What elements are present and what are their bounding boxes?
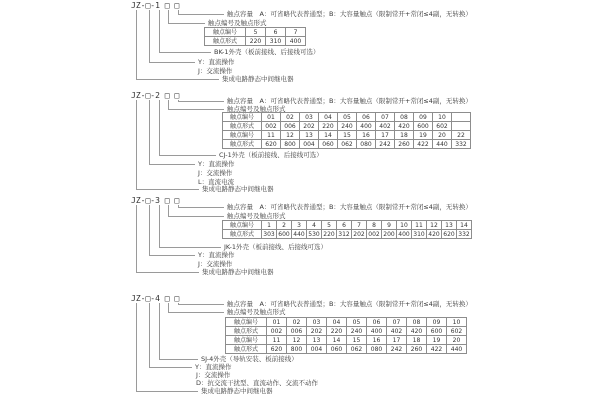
contact-table <box>222 220 472 239</box>
table-cell: 07 <box>387 318 407 327</box>
case-label: SJ-4外壳（导轨安装、板前接线） <box>201 355 298 363</box>
table-cell: 2 <box>277 221 292 230</box>
leader-line <box>159 303 160 359</box>
table-cell: 8 <box>367 221 382 230</box>
table-cell: 05 <box>347 318 367 327</box>
table-cell: 200 <box>383 230 395 238</box>
leader-line <box>168 205 169 216</box>
table-cell: 06 <box>367 318 387 327</box>
model-code: JZ-□-1 □ □ <box>131 1 180 10</box>
case-label: BK-1外壳（板前接线、后接线可选） <box>214 48 320 56</box>
table-cell: 7 <box>286 28 306 37</box>
table-cell: 312 <box>338 230 350 238</box>
table-cell: 触点形式 <box>226 345 267 354</box>
option-label: L：直流电流 <box>198 178 235 186</box>
table-cell: 620 <box>267 345 287 354</box>
leader-line <box>168 312 224 313</box>
table-cell <box>452 113 471 122</box>
table-cell: 22 <box>452 131 471 140</box>
series-label: 集成电路静态中间继电器 <box>202 185 274 193</box>
table-cell <box>452 122 471 131</box>
table-cell: 620 <box>262 140 281 149</box>
table-cell: 13 <box>442 221 457 230</box>
option-label: J：交流操作 <box>196 371 231 379</box>
option-label: J：交流操作 <box>198 67 233 75</box>
case-label: CJ-1外壳（板前接线、后接线可选） <box>219 151 323 159</box>
case-label: JK-1外壳（板前接线、后接线可选） <box>224 243 327 251</box>
table-cell: 242 <box>387 345 407 354</box>
table-cell: 002 <box>262 122 281 131</box>
table-cell: 002 <box>368 230 380 238</box>
table-cell: 15 <box>347 336 367 345</box>
table-cell: 03 <box>300 113 319 122</box>
table-cell: 332 <box>452 140 471 149</box>
table-cell: 19 <box>414 131 433 140</box>
table-cell: 11 <box>412 221 427 230</box>
leader-line <box>149 62 195 63</box>
table-cell: 07 <box>376 113 395 122</box>
table-cell: 602 <box>447 327 467 336</box>
leader-line <box>149 367 192 368</box>
table-cell: 202 <box>300 122 319 131</box>
table-cell: 01 <box>267 318 287 327</box>
table-row <box>226 345 467 354</box>
leader-line <box>168 10 169 23</box>
table-cell: 602 <box>433 122 452 131</box>
table-cell: 触点形式 <box>223 122 262 131</box>
table-cell: 7 <box>352 221 367 230</box>
leader-line <box>168 109 224 110</box>
table-cell: 18 <box>407 336 427 345</box>
table-cell: 10 <box>447 318 467 327</box>
table-cell: 240 <box>338 122 357 131</box>
table-cell: 6 <box>337 221 352 230</box>
capacity-label: 触点容量 A：可省略代表普通型；B：大容量触点（限制常开+常闭≤4副，无转换） <box>227 10 472 18</box>
contact-label: 触点编号及触点形式 <box>227 105 286 113</box>
table-cell: 13 <box>300 131 319 140</box>
table-cell: 260 <box>395 140 414 149</box>
leader-line <box>136 10 137 79</box>
series-label: 集成电路静态中间继电器 <box>222 75 294 83</box>
contact-table <box>204 27 306 46</box>
table-cell: 062 <box>338 140 357 149</box>
leader-line <box>159 247 221 248</box>
table-cell: 202 <box>307 327 327 336</box>
option-label: Y：直流操作 <box>198 160 235 168</box>
table-cell: 触点编号 <box>205 28 246 37</box>
leader-line <box>136 189 199 190</box>
table-cell: 9 <box>382 221 397 230</box>
leader-line <box>178 14 224 15</box>
option-label: J：交流操作 <box>198 169 233 177</box>
table-cell: 14 <box>327 336 347 345</box>
option-label: Y：直流操作 <box>198 58 235 66</box>
table-cell: 09 <box>414 113 433 122</box>
table-cell: 004 <box>300 140 319 149</box>
table-cell: 06 <box>357 113 376 122</box>
leader-line <box>159 359 198 360</box>
table-cell: 600 <box>414 122 433 131</box>
table-row <box>223 140 471 149</box>
table-cell: 400 <box>357 122 376 131</box>
table-cell: 600 <box>427 327 447 336</box>
table-cell: 260 <box>407 345 427 354</box>
table-cell: 062 <box>347 345 367 354</box>
contact-label: 触点编号及触点形式 <box>208 19 267 27</box>
table-cell: 600 <box>278 230 290 238</box>
leader-line <box>136 391 198 392</box>
table-cell: 20 <box>433 131 452 140</box>
option-label: D：抗交流干扰型、直流动作、交流不动作 <box>196 379 319 387</box>
table-cell: 触点形式 <box>226 327 267 336</box>
table-cell: 242 <box>376 140 395 149</box>
table-cell: 4 <box>307 221 322 230</box>
table-cell: 14 <box>319 131 338 140</box>
leader-line <box>168 23 205 24</box>
table-cell: 16 <box>367 336 387 345</box>
table-cell: 800 <box>287 345 307 354</box>
capacity-label: 触点容量 A：可省略代表普通型；B：大容量触点（限制常开+常闭≤4副，无转换） <box>227 97 472 105</box>
table-cell: 620 <box>443 230 455 238</box>
table-cell: 12 <box>281 131 300 140</box>
model-code: JZ-□-3 □ □ <box>131 196 180 205</box>
table-cell: 332 <box>458 230 470 238</box>
table-cell: 触点形式 <box>205 37 246 46</box>
leader-line <box>159 155 216 156</box>
table-cell: 09 <box>427 318 447 327</box>
table-cell: 5 <box>322 221 337 230</box>
table-cell: 触点编号 <box>223 131 262 140</box>
leader-line <box>149 164 195 165</box>
table-cell: 310 <box>266 37 286 46</box>
table-row <box>205 28 306 37</box>
leader-line <box>159 52 211 53</box>
table-cell: 002 <box>267 327 287 336</box>
table-cell: 3 <box>292 221 307 230</box>
leader-line <box>168 100 169 109</box>
leader-line <box>149 255 195 256</box>
table-cell: 03 <box>307 318 327 327</box>
table-cell: 303 <box>263 230 275 238</box>
table-cell: 20 <box>447 336 467 345</box>
capacity-label: 触点容量 A：可省略代表普通型；B：大容量触点（限制常开+常闭≤4副，无转换） <box>227 300 472 308</box>
leader-line <box>149 100 150 164</box>
table-cell: 08 <box>395 113 414 122</box>
table-cell: 800 <box>281 140 300 149</box>
table-cell: 19 <box>427 336 447 345</box>
table-cell: 17 <box>376 131 395 140</box>
leader-line <box>168 303 169 312</box>
table-cell: 触点形式 <box>223 140 262 149</box>
leader-line <box>136 79 219 80</box>
table-cell: 080 <box>367 345 387 354</box>
table-row <box>226 336 467 345</box>
table-cell: 420 <box>428 230 440 238</box>
table-cell: 10 <box>397 221 412 230</box>
table-cell: 310 <box>413 230 425 238</box>
table-cell: 440 <box>447 345 467 354</box>
model-code: JZ-□-4 □ □ <box>131 294 180 303</box>
table-cell: 触点形式 <box>223 230 262 239</box>
table-cell: 220 <box>323 230 335 238</box>
series-label: 集成电路静态中间继电器 <box>201 387 273 395</box>
table-cell: 04 <box>327 318 347 327</box>
table-row <box>223 230 472 239</box>
table-cell: 11 <box>267 336 287 345</box>
table-row <box>223 131 471 140</box>
leader-line <box>136 303 137 391</box>
leader-line <box>149 303 150 367</box>
option-label: Y：直流操作 <box>195 363 232 371</box>
table-cell: 006 <box>281 122 300 131</box>
table-cell: 15 <box>338 131 357 140</box>
table-cell: 6 <box>266 28 286 37</box>
leader-line <box>159 205 160 247</box>
leader-line <box>136 205 137 272</box>
table-cell: 10 <box>433 113 452 122</box>
table-cell: 1 <box>262 221 277 230</box>
leader-line <box>159 100 160 155</box>
table-cell: 5 <box>246 28 266 37</box>
table-cell: 02 <box>287 318 307 327</box>
table-cell: 04 <box>319 113 338 122</box>
table-cell: 400 <box>398 230 410 238</box>
table-cell: 530 <box>308 230 320 238</box>
leader-line <box>178 207 224 208</box>
table-cell: 440 <box>293 230 305 238</box>
table-cell: 400 <box>286 37 306 46</box>
table-cell: 触点编号 <box>226 336 267 345</box>
table-cell: 220 <box>327 327 347 336</box>
leader-line <box>149 10 150 62</box>
leader-line <box>178 101 224 102</box>
table-cell: 220 <box>246 37 266 46</box>
table-cell: 402 <box>376 122 395 131</box>
leader-line <box>136 100 137 189</box>
table-cell: 420 <box>407 327 427 336</box>
table-row <box>205 37 306 46</box>
table-cell: 402 <box>387 327 407 336</box>
table-cell: 060 <box>319 140 338 149</box>
table-cell: 12 <box>287 336 307 345</box>
leader-line <box>168 216 224 217</box>
table-cell: 220 <box>319 122 338 131</box>
table-cell: 11 <box>262 131 281 140</box>
table-cell: 060 <box>327 345 347 354</box>
table-row <box>226 318 467 327</box>
table-cell: 触点编号 <box>223 221 262 230</box>
leader-line <box>178 304 224 305</box>
contact-label: 触点编号及触点形式 <box>227 212 286 220</box>
table-cell: 240 <box>347 327 367 336</box>
table-row <box>223 113 471 122</box>
leader-line <box>159 10 160 52</box>
table-cell: 202 <box>353 230 365 238</box>
table-cell: 02 <box>281 113 300 122</box>
leader-line <box>149 205 150 255</box>
table-cell: 006 <box>287 327 307 336</box>
table-cell: 440 <box>433 140 452 149</box>
series-label: 集成电路静态中间继电器 <box>202 268 274 276</box>
table-cell: 01 <box>262 113 281 122</box>
table-row <box>223 122 471 131</box>
table-cell: 触点编号 <box>226 318 267 327</box>
model-code: JZ-□-2 □ □ <box>131 91 180 100</box>
contact-table <box>225 317 467 354</box>
table-row <box>223 221 472 230</box>
capacity-label: 触点容量 A：可省略代表普通型；B：大容量触点（限制常开+常闭≤4副，无转换） <box>227 203 472 211</box>
table-cell: 080 <box>357 140 376 149</box>
table-cell: 16 <box>357 131 376 140</box>
option-label: Y：直流操作 <box>198 251 235 259</box>
table-cell: 12 <box>427 221 442 230</box>
table-cell: 08 <box>407 318 427 327</box>
table-cell: 18 <box>395 131 414 140</box>
table-cell: 004 <box>307 345 327 354</box>
table-cell: 420 <box>395 122 414 131</box>
leader-line <box>136 272 199 273</box>
table-cell: 422 <box>427 345 447 354</box>
table-cell: 17 <box>387 336 407 345</box>
table-cell: 13 <box>307 336 327 345</box>
table-cell: 05 <box>338 113 357 122</box>
table-cell: 触点编号 <box>223 113 262 122</box>
table-cell: 422 <box>414 140 433 149</box>
table-row <box>226 327 467 336</box>
contact-table <box>222 112 471 149</box>
option-label: J：交流操作 <box>198 260 233 268</box>
table-cell: 14 <box>457 221 472 230</box>
table-cell: 400 <box>367 327 387 336</box>
contact-label: 触点编号及触点形式 <box>227 308 286 316</box>
